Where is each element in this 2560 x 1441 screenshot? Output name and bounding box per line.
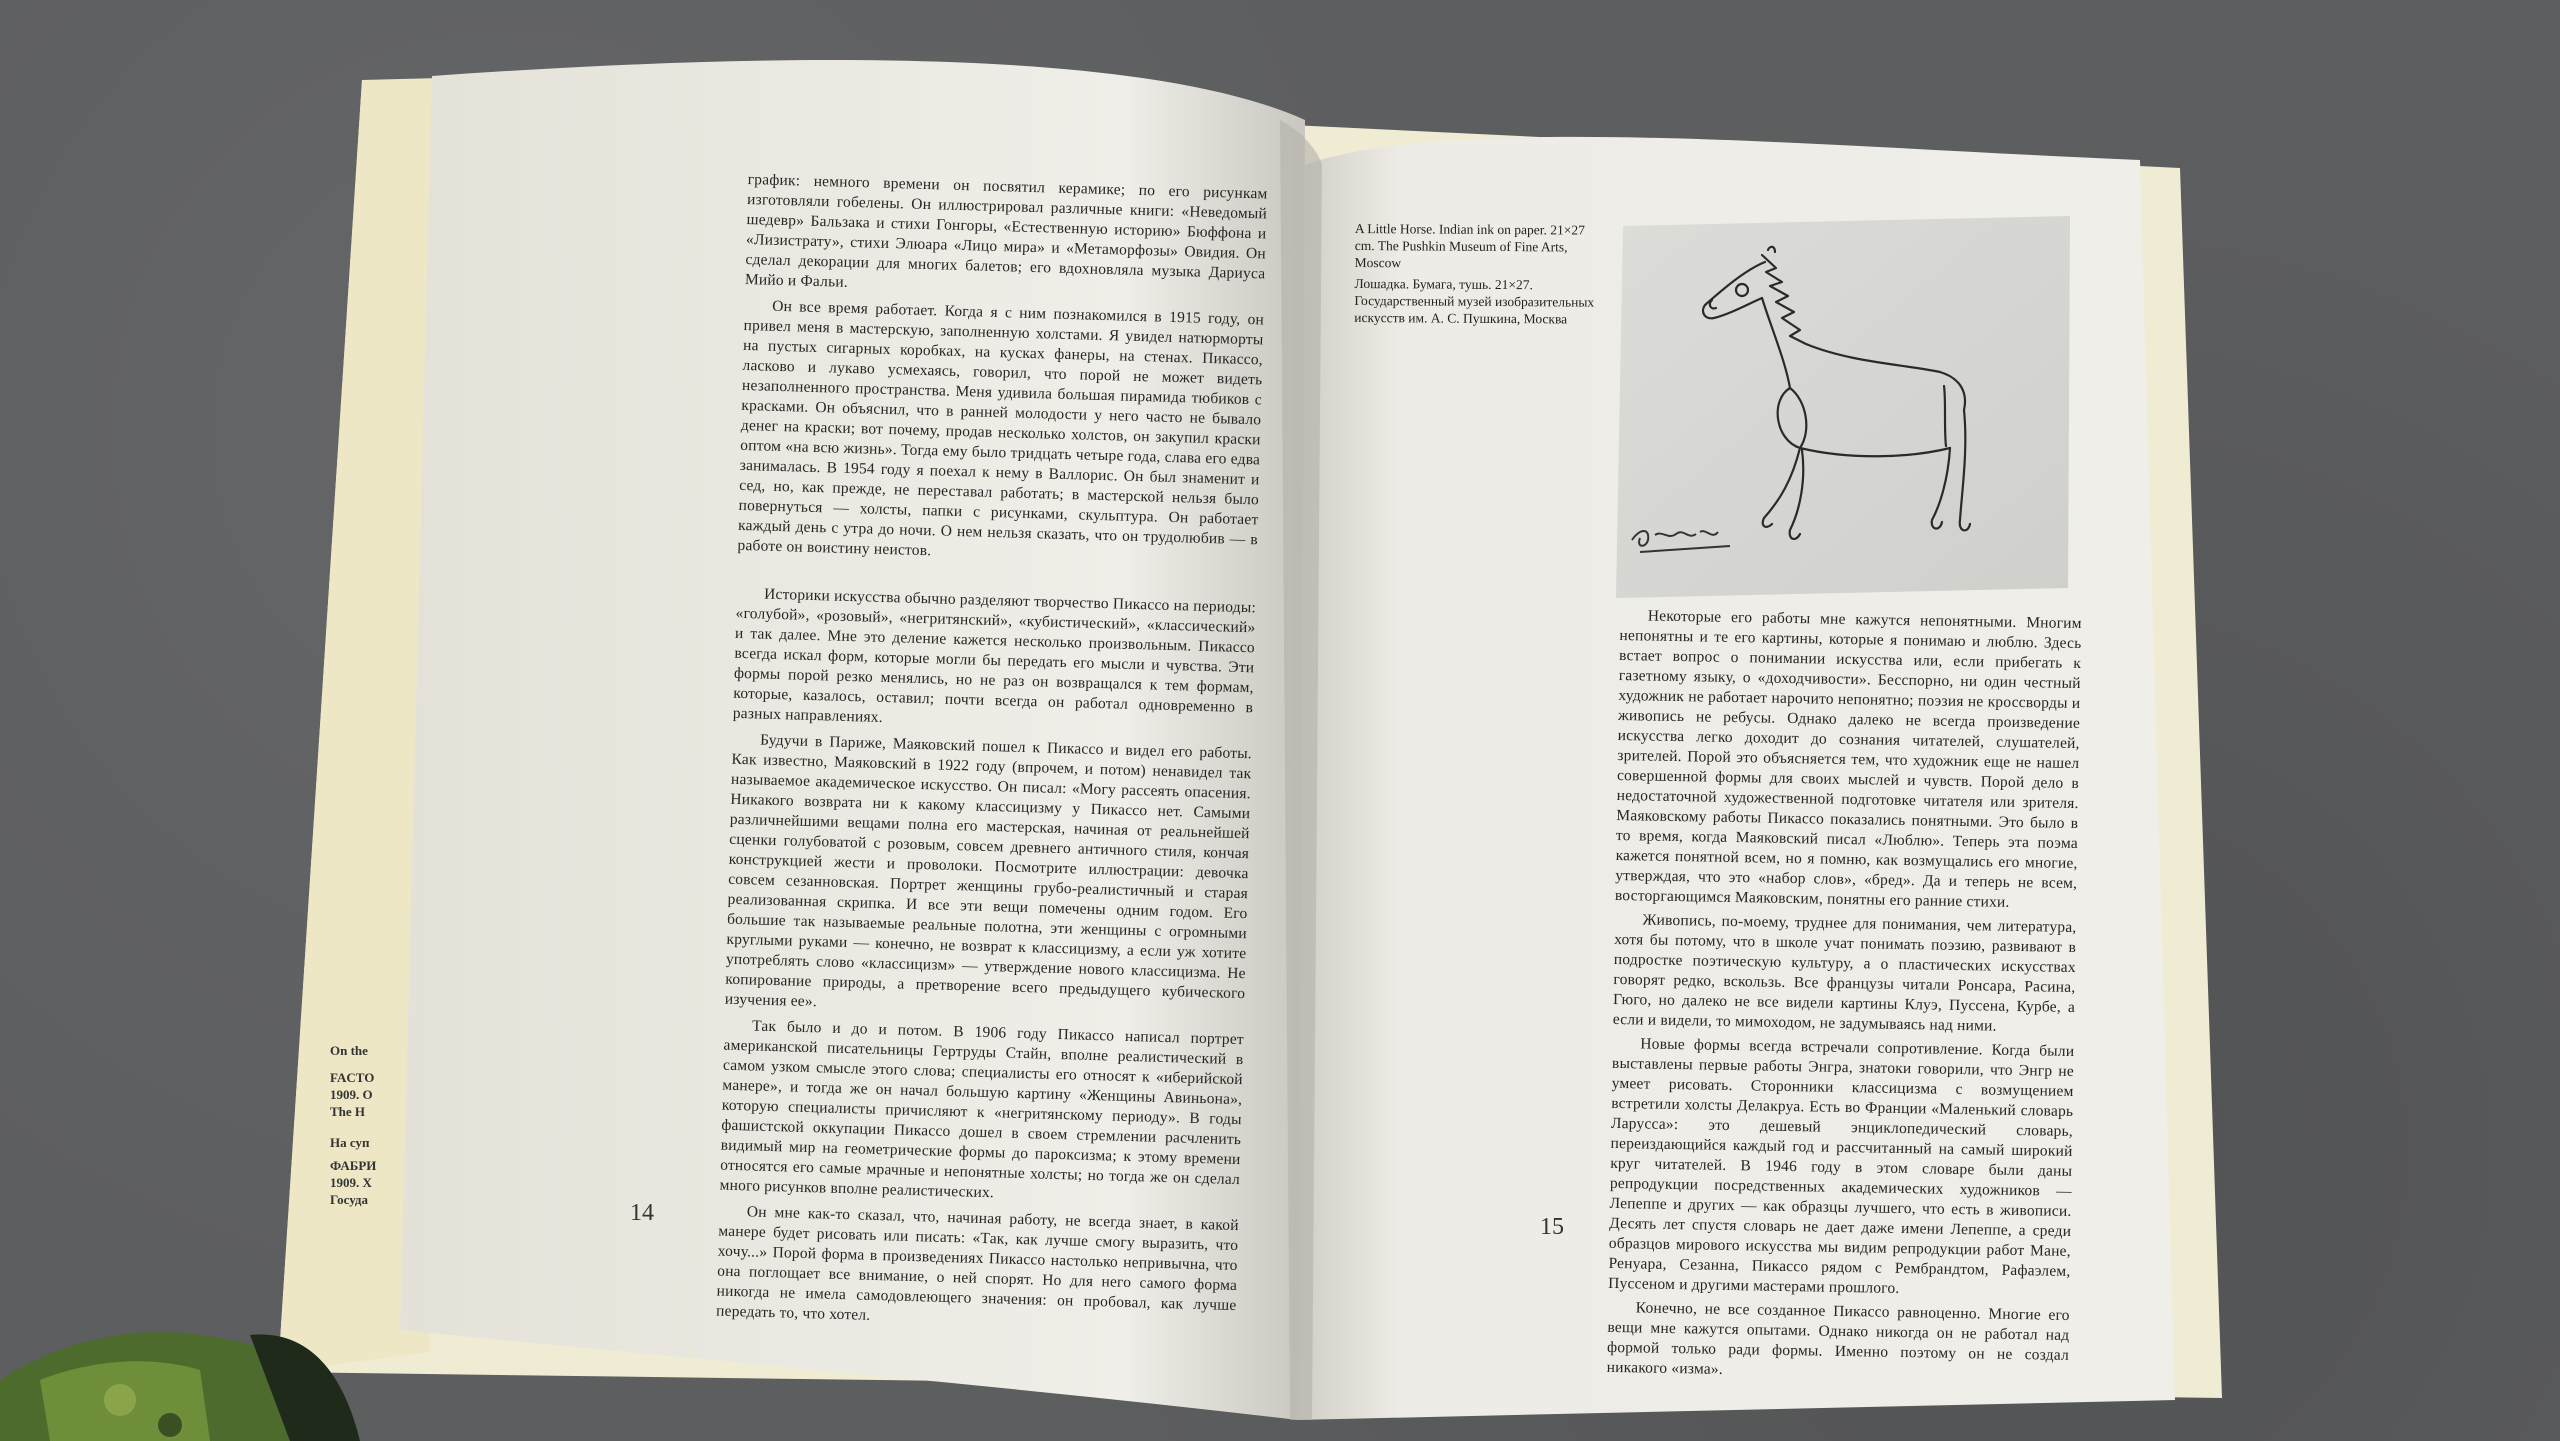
left-paragraph-5: Так было и до и потом. В 1906 году Пикассо написал портрет американской писательницы Гертруды Стайн, вполне реалистический в самом узком смысле этого слова; специалисты его относят к «иберийской манере», и тогда же он начал большую картину «Женщины Авиньона», которую специалисты причисляют к «негритянскому периоду». В годы фашистской оккупации Пикассо дошел в своем стремлении расчленить видимый мир на геометрические формы до пароксизма; к этому времени относятся его самые мрачные и непонятные холсты; но тогда же он сделал много рисунков вполне реалистических. bbox=[719, 1017, 1245, 1202]
horse-drawing bbox=[1616, 216, 2070, 598]
drawing-caption bbox=[1354, 220, 1605, 328]
credit-line: На суп bbox=[330, 1135, 370, 1150]
left-paragraph-6: Он мне как-то сказал, что, начиная работу, не всегда знает, в какой манере будет рисовать или писать: «Так, как лучше смогу выразить, что хочу...» Порой форма в произведениях Пикассо настолько непривычна, что она поглощает все внимание, о ней спорят. Но для него самого форма никогда не имела самодовлеющего значения: он пробовал, как лучше передать то, что хотел. bbox=[715, 1203, 1239, 1324]
left-paragraph-3: Историки искусства обычно разделяют творчество Пикассо на периоды: «голубой», «розовый», «негритянский», «кубистический», «классический» и так далее. Мне это деление кажется несколько произвольным. Пикассо всегда искал форм, которые могли бы передать его мысли и чувства. Эти формы порой резко менялись, но не раз он возвращался к тем формам, которые, казалось, оставил; почти всегда он работал одновременно в разных направлениях. bbox=[732, 585, 1257, 726]
caption-russian: Лошадка. Бумага, тушь. 21×27. Государственный музей изобразительных искусств им. А. С. Пушкина, Москва bbox=[1354, 275, 1595, 327]
credit-line: FACTO bbox=[330, 1070, 375, 1085]
under-page-credits bbox=[330, 1042, 376, 1208]
left-page-number: 14 bbox=[630, 1200, 654, 1226]
credit-line: 1909. Х bbox=[330, 1175, 372, 1190]
left-page-text bbox=[716, 170, 1268, 1336]
credit-line: 1909. O bbox=[330, 1087, 373, 1102]
right-paragraph-3: Новые формы всегда встречали сопротивление. Когда были выставлены первые работы Энгра, знатоки говорили, что Энгр не умеет рисовать. Сторонники классицизма с возмущением встретили холсты Делакруа. Есть во Франции «Маленький словарь Ларусса»: это дешевый энциклопедический словарь, переиздающийся каждый год и рассчитанный на самый широкий круг читателей. В 1946 году в этом словаре были даны репродукции посредственных академических художников — Лепеппе и других — как образцы лучшего, что есть в живописи. Десять лет спустя словарь не дает даже имени Лепеппе, а среди образцов мирового искусства мы видим репродукции работ Мане, Ренуара, Сезанна, Пикассо рядом с Рембрандтом, Рафаэлем, Пуссеном и другими мастерами прошлого. bbox=[1608, 1035, 2075, 1297]
credit-line: The H bbox=[330, 1104, 366, 1119]
credit-line: On the bbox=[330, 1043, 368, 1058]
right-page-number: 15 bbox=[1540, 1214, 1564, 1240]
right-paragraph-4: Конечно, не все созданное Пикассо равноценно. Многие его вещи мне кажутся опытами. Однако никогда он не работал над формой только ради формы. Именно поэтому он не создал никакого «изма». bbox=[1606, 1299, 2070, 1378]
credit-line: ФАБРИ bbox=[330, 1158, 377, 1173]
left-paragraph-1: график: немного времени он посвятил керамике; по его рисункам изготовляли гобелены. Он иллюстрировал различные книги: «Неведомый шедевр» Бальзака и стихи Гонгоры, «Естественную историю» Бюффона и «Лизистрату», стихи Элюара «Лицо мира» и «Метаморфозы» Овидия. Он сделал декорации для многих балетов; его вдохновляла музыка Дариуса Мийо и Фальи. bbox=[744, 170, 1268, 291]
left-paragraph-2: Он все время работает. Когда я с ним познакомился в 1915 году, он привел меня в мастерскую, заполненную холстами. Я увидел натюрморты на пустых сигарных коробках, на кусках фанеры, на стенах. Пикассо, ласково и лукаво усмехаясь, говорил, что порой не может видеть незаполненного пространства. Меня удивила большая пирамида тюбиков с красками. Он объяснил, что в ранней молодости у него часто не бывало денег на краски; вот почему, продав несколько холстов, он закупил краски оптом «на всю жизнь». Тогда ему было тридцать четыре года, слава его едва занималась. В 1954 году я поехал к нему в Валлорис. Он был знаменит и сед, но, как прежде, не переставал работать; в мастерской нельзя было повернуться — холсты, папки с рисунками, скульптура. Он работает каждый день с утра до ночи. О нем нельзя сказать, что он трудолюбив — в работе он воистину неистов. bbox=[737, 297, 1265, 560]
right-paragraph-2: Живопись, по-моему, труднее для понимания, чем литература, хотя бы потому, что в школе учат понимать поэзию, развивают в подростке поэтическую культуру, а о пластических искусствах говорят редко, вскользь. Все французы читали Ронсара, Расина, Гюго, но далеко не все видели картины Клуэ, Пуссена, Курбе, а если и видели, то мимоходом, не задумываясь над ними. bbox=[1612, 911, 2077, 1035]
left-paragraph-4: Будучи в Париже, Маяковский пошел к Пикассо и видел его работы. Как известно, Маяковский в 1922 году (впрочем, и потом) ненавидел так называемое академическое искусство. Он писал: «Могу рассеять опасения. Никакого возврата ни к какому классицизму у Пикассо нет. Самыми различнейшими вещами полна его мастерская, начиная от реальнейшей сценки голубоватой с розовым, совсем древнего античного стиля, кончая конструкцией жести и проволоки. Посмотрите иллюстрации: девочка совсем сезанновская. Портрет женщины грубо-реалистичный и старая реализованная скрипка. И все эти вещи помечены одним годом. Его большие так называемые реальные полотна, эти женщины с огромными круглыми руками — конечно, не возврат к классицизму, а если уж хотите употреблять слово «классицизм» — утверждение нового классицизма. Не копирование природы, а претворение всего предыдущего кубического изучения ее». bbox=[724, 731, 1253, 1011]
credit-line: Госуда bbox=[330, 1192, 368, 1207]
right-page-text bbox=[1607, 606, 2082, 1386]
caption-english: A Little Horse. Indian ink on paper. 21×27 cm. The Pushkin Museum of Fine Arts, Moscow bbox=[1354, 220, 1585, 271]
green-object bbox=[0, 1332, 360, 1441]
right-paragraph-1: Некоторые его работы мне кажутся непонятными. Многим непонятны и те его картины, которые я понимаю и люблю. Здесь встает вопрос о понимании искусства или, если прибегать к газетному языку, о «доходчивости». Бесспорно, ни один честный художник не работает нарочито непонятно; поэзия не кроссворды и живопись не ребусы. Однако далеко не всегда произведение искусства легко доходит до сознания читателей, слушателей, зрителей. Порой это объясняется тем, что художник еще не нашел совершенной формы для своих мыслей и чувств. Порой дело в недостаточной художественной подготовке читателя или зрителя. Маяковскому работы Пикассо показались понятными. Это было в то время, когда Маяковский писал «Люблю». Теперь эта поэма кажется понятной всем, но я помню, как возмущались его многие, утверждая, что это «набор слов», «бред». Да и теперь не всем, восторгающимся Маяковским, понятны его ранние стихи. bbox=[1614, 607, 2082, 911]
